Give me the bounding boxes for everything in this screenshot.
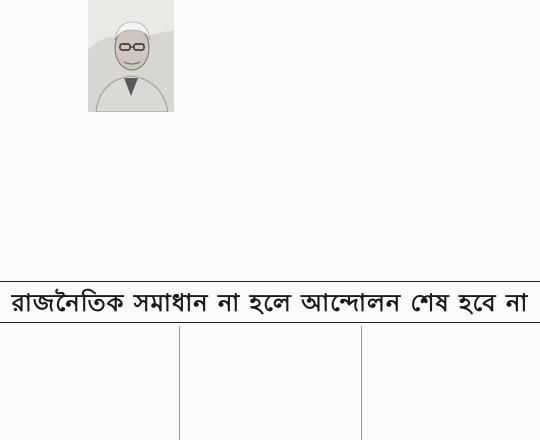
top-article <box>0 0 330 280</box>
top-rule <box>0 281 540 282</box>
column-2 <box>186 324 356 440</box>
bottom-rule <box>0 322 540 323</box>
continued-on-note <box>60 264 326 278</box>
column-divider <box>179 326 180 440</box>
photo-block <box>88 0 174 128</box>
portrait-image <box>88 0 174 112</box>
column-3 <box>367 324 535 440</box>
portrait-photo <box>88 0 174 112</box>
column-1 <box>6 324 173 440</box>
column-divider <box>361 326 362 440</box>
headline: রাজনৈতিক সমাধান না হলে আন্দোলন শেষ হবে না <box>11 289 529 317</box>
photo-caption <box>88 114 174 126</box>
blank-area <box>335 0 540 280</box>
